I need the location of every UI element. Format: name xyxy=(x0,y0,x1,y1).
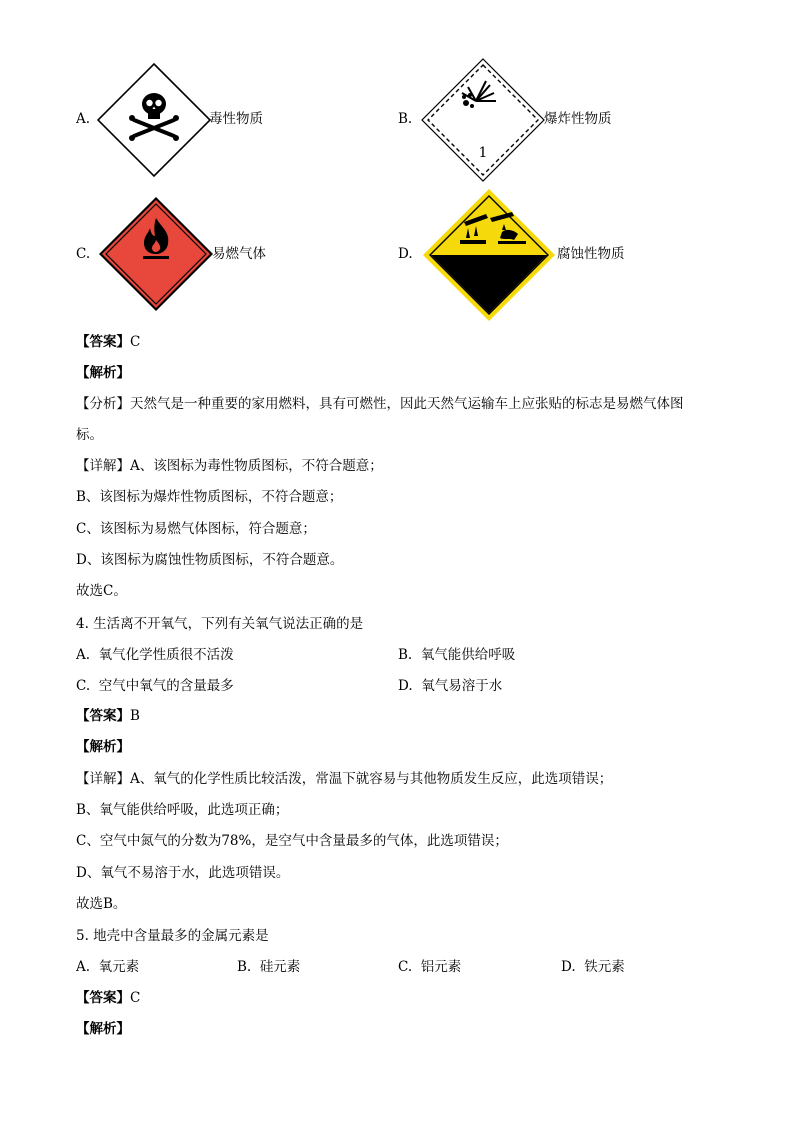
option-caption: 爆炸性物质 xyxy=(544,111,612,127)
analysis-line: C、空气中氮气的分数为78%，是空气中含量最多的气体，此选项错误； xyxy=(76,833,508,849)
analysis-line: 故选C。 xyxy=(76,583,127,599)
analysis-line: 【分析】天然气是一种重要的家用燃料，具有可燃性，因此天然气运输车上应张贴的标志是易燃气体图 xyxy=(76,396,684,412)
option-b: B. 氧气能供给呼吸 xyxy=(398,647,516,663)
analysis-line: 【详解】A、氧气的化学性质比较活泼，常温下就容易与其他物质发生反应，此选项错误； xyxy=(76,771,613,787)
analysis-line: 标。 xyxy=(76,427,103,443)
question-stem: 4. 生活离不开氧气，下列有关氧气说法正确的是 xyxy=(76,616,364,632)
option-d: D. 氧气易溶于水 xyxy=(398,678,503,694)
option-c: C. 空气中氧气的含量最多 xyxy=(76,678,234,694)
analysis-line: 【详解】A、该图标为毒性物质图标，不符合题意； xyxy=(76,458,383,474)
option-caption: 腐蚀性物质 xyxy=(557,246,625,262)
analysis-line: D、该图标为腐蚀性物质图标，不符合题意。 xyxy=(76,552,344,568)
analysis-line: C、该图标为易燃气体图标，符合题意； xyxy=(76,521,316,537)
answer-line xyxy=(76,707,140,725)
analysis-line: D、氧气不易溶于水，此选项错误。 xyxy=(76,865,290,881)
analysis-heading: 【解析】 xyxy=(76,1021,130,1037)
option-letter: D. xyxy=(398,246,413,262)
option-caption: 毒性物质 xyxy=(209,111,263,127)
answer-line xyxy=(76,989,140,1007)
flame-icon xyxy=(98,196,214,312)
option-c: C. 铝元素 xyxy=(398,959,462,975)
option-caption: 易燃气体 xyxy=(212,246,266,262)
answer-label: 【答案】 xyxy=(76,708,130,724)
analysis-line: B、该图标为爆炸性物质图标，不符合题意； xyxy=(76,489,343,505)
option-letter: C. xyxy=(76,246,91,262)
answer-label: 【答案】 xyxy=(76,990,130,1006)
analysis-heading: 【解析】 xyxy=(76,739,130,755)
sign-number: 1 xyxy=(478,145,488,161)
analysis-heading: 【解析】 xyxy=(76,365,130,381)
analysis-line: 故选B。 xyxy=(76,896,127,912)
option-letter: A. xyxy=(76,111,91,127)
answer-value: C xyxy=(130,334,141,350)
analysis-line: B、氧气能供给呼吸，此选项正确； xyxy=(76,802,289,818)
corrosive-icon xyxy=(422,188,556,322)
answer-label: 【答案】 xyxy=(76,334,130,350)
answer-value: C xyxy=(130,990,141,1006)
poison-skull-icon xyxy=(96,62,212,178)
option-d: D. 铁元素 xyxy=(561,959,625,975)
answer-line xyxy=(76,333,140,351)
option-b: B. 硅元素 xyxy=(237,959,301,975)
question-stem: 5. 地壳中含量最多的金属元素是 xyxy=(76,928,269,944)
answer-value: B xyxy=(130,708,140,724)
option-a: A. 氧元素 xyxy=(76,959,140,975)
option-letter: B. xyxy=(398,111,413,127)
option-a: A. 氧气化学性质很不活泼 xyxy=(76,647,234,663)
explosive-icon xyxy=(420,57,546,183)
